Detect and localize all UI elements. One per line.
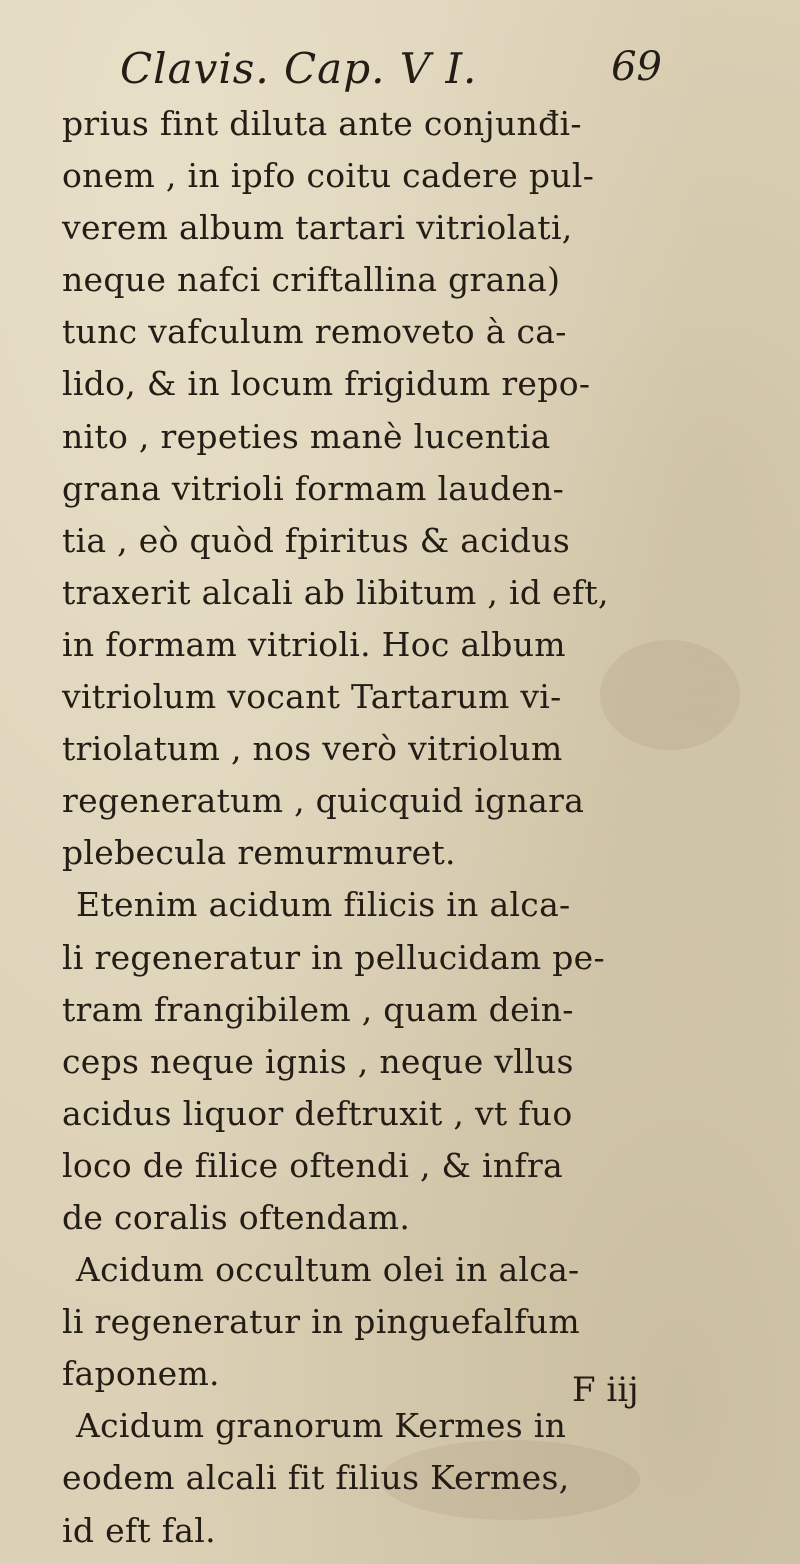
text-line: de coralis oftendam. [62, 1197, 411, 1237]
text-line: verem album tartari vitriolati, [62, 208, 573, 248]
text-line: traxerit alcali ab libitum , id eft, [62, 572, 609, 612]
text-line: tunc vafculum removeto à ca- [62, 312, 567, 352]
text-line: onem , in ipfo coitu cadere pul- [62, 156, 595, 196]
paragraph-start-line: Acidum occultum olei in alca- [76, 1250, 580, 1290]
text-line: lido, & in locum frigidum repo- [62, 364, 591, 404]
text-line: nito , repeties manè lucentia [62, 416, 551, 456]
text-line: vitriolum vocant Tartarum vi- [62, 677, 562, 717]
text-line: id eft fal. [62, 1510, 216, 1550]
text-line: in formam vitrioli. Hoc album [62, 624, 566, 664]
text-line: acidus liquor deftruxit , vt fuo [62, 1093, 573, 1133]
text-line: li regeneratur in pinguefalfum [62, 1302, 580, 1342]
text-line: neque nafci criftallina grana) [62, 260, 561, 300]
body-text [62, 98, 702, 1557]
text-line: eodem alcali fit filius Kermes, [62, 1458, 570, 1498]
text-line: grana vitrioli formam lauden- [62, 468, 565, 508]
text-line: tram frangibilem , quam dein- [62, 989, 574, 1029]
page-header [110, 44, 670, 104]
signature-mark: F iij [572, 1370, 639, 1410]
text-line: li regeneratur in pellucidam pe- [62, 937, 605, 977]
page-number: 69 [611, 44, 662, 90]
paragraph-start-line: Etenim acidum filicis in alca- [76, 885, 571, 925]
text-line: ceps neque ignis , neque vllus [62, 1041, 574, 1081]
text-line: tia , eò quòd fpiritus & acidus [62, 520, 571, 560]
paragraph-start-line: Acidum granorum Kermes in [76, 1406, 567, 1446]
text-line: regeneratum , quicquid ignara [62, 781, 585, 821]
text-line: prius fint diluta ante conjunđi- [62, 104, 582, 143]
text-line: triolatum , nos verò vitriolum [62, 729, 563, 769]
text-line: loco de filice oftendi , & infra [62, 1145, 563, 1185]
text-line: plebecula remurmuret. [62, 833, 456, 873]
text-line: faponem. [62, 1354, 220, 1394]
running-title: Clavis. Cap. V I. [120, 44, 478, 93]
